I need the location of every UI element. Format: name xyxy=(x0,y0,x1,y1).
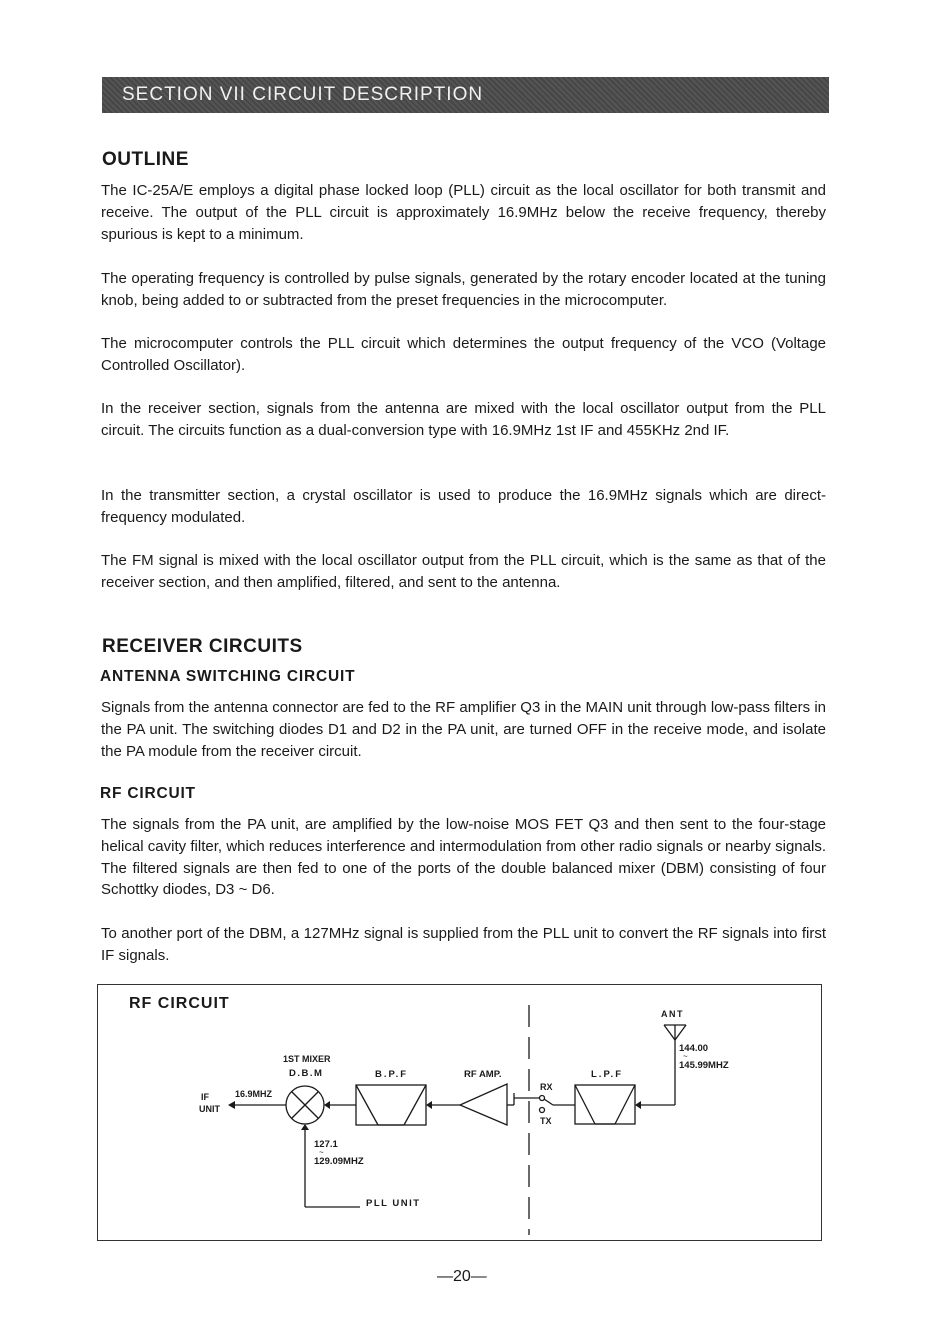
section-title: SECTION VII CIRCUIT DESCRIPTION xyxy=(122,84,484,105)
block-diagram xyxy=(98,985,823,1242)
rf-amp-block xyxy=(460,1084,507,1125)
arrow-head xyxy=(228,1101,235,1109)
ant-label: ANT xyxy=(661,1009,684,1019)
lpf-block xyxy=(575,1085,635,1124)
arrow-head xyxy=(635,1101,641,1109)
pll-unit-label: PLL UNIT xyxy=(366,1198,421,1209)
outline-paragraph-1: The IC-25A/E employs a digital phase locked loop (PLL) circuit as the local oscillator for both transmit and receive. The output of the PLL circuit is approximately 16.9MHz below the receive frequency, thereby spurious is kept to a minimum. xyxy=(101,182,826,243)
rf-circuit-diagram xyxy=(97,984,822,1241)
rf-circuit-heading: RF CIRCUIT xyxy=(100,785,196,802)
pll-freq-high: 129.09MHZ xyxy=(314,1156,364,1167)
arrow-head xyxy=(301,1124,309,1130)
if-label-line2: UNIT xyxy=(199,1104,220,1114)
page-number: —20— xyxy=(437,1268,487,1285)
section-banner xyxy=(102,77,829,113)
tx-label: TX xyxy=(540,1116,552,1126)
rf-circuit-paragraph-2: To another port of the DBM, a 127MHz signal is supplied from the PLL unit to convert the RF signals into first IF signals. xyxy=(101,925,826,964)
rx-label: RX xyxy=(540,1082,553,1092)
rf-amp-label: RF AMP. xyxy=(464,1069,502,1080)
diagram-title: RF CIRCUIT xyxy=(129,995,230,1012)
ant-freq-high: 145.99MHZ xyxy=(679,1060,729,1071)
outline-paragraph-3: The microcomputer controls the PLL circuit which determines the output frequency of the VCO (Voltage Controlled Oscillator). xyxy=(101,335,826,374)
outline-paragraph-2: The operating frequency is controlled by pulse signals, generated by the rotary encoder located at the tuning knob, being added to or subtracted from the preset frequencies in the microcomputer. xyxy=(101,270,826,309)
rx-tx-switch xyxy=(514,1093,553,1113)
pll-freq-low: 127.1 xyxy=(314,1139,338,1150)
antenna-switching-heading: ANTENNA SWITCHING CIRCUIT xyxy=(100,668,356,685)
receiver-heading: RECEIVER CIRCUITS xyxy=(102,636,303,657)
ant-freq-tilde: ~ xyxy=(683,1052,688,1061)
lpf-label: L.P.F xyxy=(591,1069,623,1080)
antenna-switching-paragraph: Signals from the antenna connector are fed to the RF amplifier Q3 in the MAIN unit through low-pass filters in the PA unit. The switching diodes D1 and D2 in the PA unit, are turned OFF in the receive mode, and isolate the PA module from the receiver circuit. xyxy=(101,699,826,760)
outline-paragraph-6: The FM signal is mixed with the local oscillator output from the PLL circuit, which is the same as that of the receiver section, and then amplified, filtered, and sent to the antenna. xyxy=(101,552,826,591)
outline-paragraph-5: In the transmitter section, a crystal oscillator is used to produce the 16.9MHz signals which are direct-frequency modulated. xyxy=(101,487,826,526)
bpf-label: B.P.F xyxy=(375,1069,409,1080)
outline-heading: OUTLINE xyxy=(102,149,189,170)
mixer-label-line1: 1ST MIXER xyxy=(283,1054,331,1064)
pll-freq-tilde: ~ xyxy=(319,1148,324,1157)
arrow-head xyxy=(324,1101,330,1109)
arrow-head xyxy=(426,1101,432,1109)
ant-freq-low: 144.00 xyxy=(679,1043,709,1054)
if-label-line1: IF xyxy=(201,1092,209,1102)
outline-paragraph-4: In the receiver section, signals from the antenna are mixed with the local oscillator output from the PLL circuit. The circuits function as a dual-conversion type with 16.9MHz 1st IF and 455KHz 2nd IF. xyxy=(101,400,826,439)
mixer-label-line2: D.B.M xyxy=(289,1068,324,1079)
rf-circuit-paragraph-1: The signals from the PA unit, are amplified by the low-noise MOS FET Q3 and then sent to the four-stage helical cavity filter, which reduces interference and intermodulation from other radio signals or nearby signals. The filtered signals are then fed to one of the ports of the double balanced mixer (DBM) consisting of four Schottky diodes, D3 ~ D6. xyxy=(101,816,826,899)
mixer-icon xyxy=(286,1086,324,1124)
bpf-block xyxy=(356,1085,426,1125)
if-freq-label: 16.9MHZ xyxy=(235,1089,273,1099)
